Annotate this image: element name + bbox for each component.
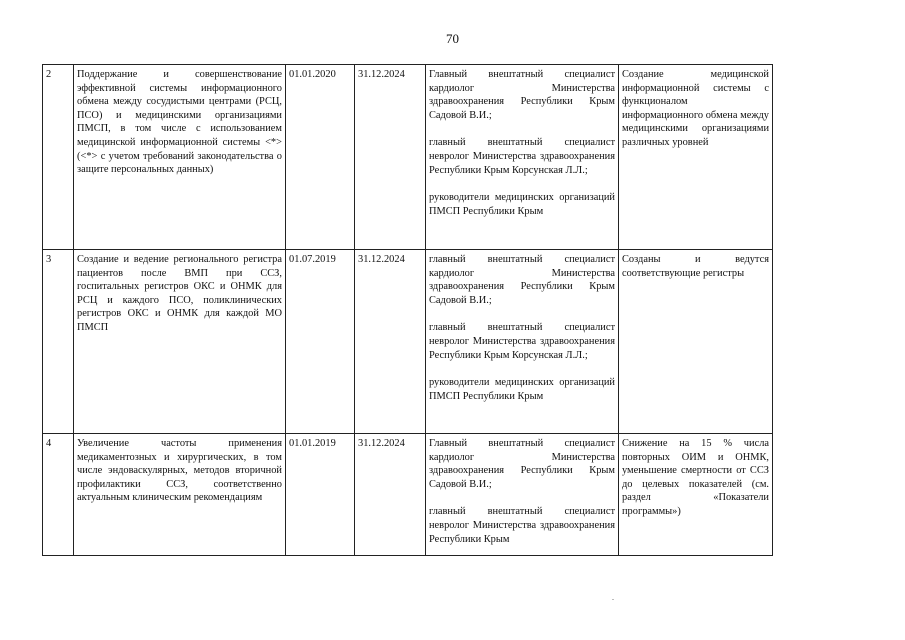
result-cell: Созданы и ведутся соответствующие регистры <box>619 250 773 434</box>
responsible-entry: главный внештатный специалист кардиолог Министерства здравоохранения Республики Крым Садовой В.И.; <box>429 254 615 306</box>
row-number: 4 <box>43 434 74 556</box>
row-number: 3 <box>43 250 74 434</box>
responsible-entry: главный внештатный специалист невролог Министерства здравоохранения Республики Крым <box>429 506 615 545</box>
table-row <box>43 65 773 250</box>
result-cell: Создание медицинской информационной системы с функционалом информационного обмена между медицинскими организациями различных уровней <box>619 65 773 250</box>
table-row <box>43 250 773 434</box>
page-number: 70 <box>446 31 459 46</box>
responsible-cell <box>426 65 619 250</box>
responsible-cell <box>426 250 619 434</box>
activity-cell: Создание и ведение регионального регистра пациентов после ВМП при ССЗ, госпитальных регистров ОКС и ОНМК для РСЦ и каждого ПСО, поликлинических регистров ОКС и ОНМК для каждой МО ПМСП <box>74 250 286 434</box>
responsible-entry: Главный внештатный специалист кардиолог Министерства здравоохранения Республики Крым Садовой В.И.; <box>429 438 615 490</box>
start-date-cell: 01.01.2019 <box>286 434 355 556</box>
responsible-cell <box>426 434 619 556</box>
responsible-entry: руководители медицинских организаций ПМСП Республики Крым <box>429 192 615 217</box>
result-cell: Снижение на 15 % числа повторных ОИМ и ОНМК, уменьшение смертности от ССЗ до целевых показателей (см. раздел «Показатели программы») <box>619 434 773 556</box>
responsible-entry: Главный внештатный специалист кардиолог Министерства здравоохранения Республики Крым Садовой В.И.; <box>429 69 615 121</box>
scan-speck <box>612 599 614 600</box>
responsible-entry: главный внештатный специалист невролог Министерства здравоохранения Республики Крым Корсунская Л.Л.; <box>429 322 615 361</box>
responsible-entry: руководители медицинских организаций ПМСП Республики Крым <box>429 377 615 402</box>
table-row <box>43 434 773 556</box>
end-date-cell: 31.12.2024 <box>355 434 426 556</box>
end-date-cell: 31.12.2024 <box>355 65 426 250</box>
activity-cell: Поддержание и совершенствование эффективной системы информационного обмена между сосудистыми центрами (РСЦ, ПСО) и медицинскими организациями ПМСП, в том числе с использованием медицинской информационной системы <*> (<*> с учетом требований законодательства о защите персональных данных) <box>74 65 286 250</box>
activity-cell: Увеличение частоты применения медикаментозных и хирургических, в том числе эндоваскулярных, методов вторичной профилактики ССЗ, соответственно актуальным клиническим рекомендациям <box>74 434 286 556</box>
start-date-cell: 01.01.2020 <box>286 65 355 250</box>
responsible-entry: главный внештатный специалист невролог Министерства здравоохранения Республики Крым Корсунская Л.Л.; <box>429 137 615 176</box>
start-date-cell: 01.07.2019 <box>286 250 355 434</box>
end-date-cell: 31.12.2024 <box>355 250 426 434</box>
row-number: 2 <box>43 65 74 250</box>
activities-table <box>42 64 773 556</box>
